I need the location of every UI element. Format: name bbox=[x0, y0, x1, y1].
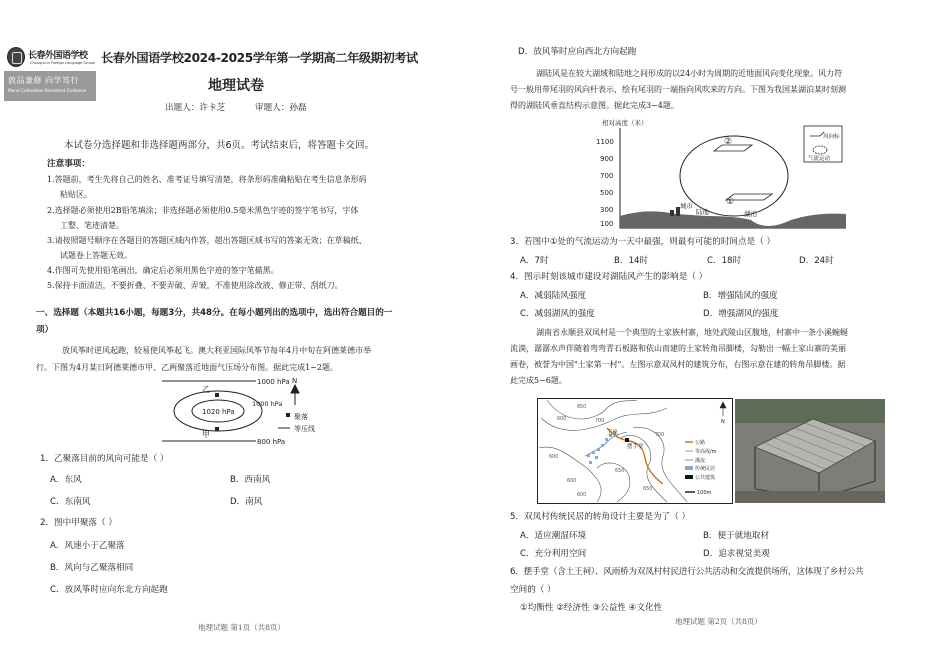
q4-option-c[interactable]: C．减弱湖风的强度 bbox=[520, 309, 595, 319]
passage1-line: 放风筝时逆风起跑，较易使风筝起飞。澳大利亚国际风筝节每年4月中旬在阿德莱德市举 bbox=[62, 346, 372, 355]
label-city: 城市 bbox=[680, 202, 693, 210]
isobar-label-top: 1000 hPa bbox=[257, 378, 290, 386]
village-map bbox=[537, 398, 733, 504]
isobar-label-mid: 1000 hPa bbox=[252, 400, 283, 408]
footer-page-right: 地理试题 第2页（共8页） bbox=[675, 617, 762, 626]
dwelling bbox=[587, 454, 590, 457]
q3-option-d[interactable]: D．24时 bbox=[799, 256, 834, 266]
passage3-line: 流淌，潺潺水声伴随着弯弯青石板路和依山而建的土家转角吊脚楼，勾勒出一幅土家山寨的美丽 bbox=[510, 344, 846, 353]
note-line: 3.请按照题号顺序在各题目的答题区域内作答，超出答题区域书写的答案无效；在草稿纸、 bbox=[47, 236, 367, 245]
legend-public-icon bbox=[685, 475, 693, 479]
north-label: N bbox=[292, 377, 298, 385]
q4-stem: 4．图示时刻该城市建设对湖陆风产生的影响是（ ） bbox=[510, 272, 708, 282]
lake-breeze-figure bbox=[576, 116, 846, 234]
passage3-line: 画卷，被誉为中国"土家第一村"。左图示意双凤村的建筑分布，右图示意在建的转角吊脚楼。据 bbox=[510, 360, 846, 369]
contour-label: 700 bbox=[655, 433, 665, 438]
label-lake: 湖泊 bbox=[744, 210, 757, 218]
note-line: 工整、笔迹清楚。 bbox=[60, 221, 124, 230]
legend-isobar-label: 等压线 bbox=[294, 425, 315, 433]
mark-1: ① bbox=[726, 197, 735, 207]
section1-heading: 一、选择题（本题共16小题，每题3分，共48分。在每小题列出的选项中，选出符合题目的一 bbox=[36, 308, 393, 318]
contour-label: 600 bbox=[549, 455, 559, 460]
y-tick: 900 bbox=[600, 155, 614, 163]
passage1-line: 行。下图为4月某日阿德莱德市甲、乙两聚落近地面气压场分布图。据此完成1~2题。 bbox=[36, 363, 338, 372]
school-seal-icon bbox=[7, 47, 25, 67]
y-tick: 500 bbox=[600, 189, 614, 197]
logo-school-english: Changchun Foreign Language School bbox=[30, 61, 96, 65]
q3-stem: 3．若图中①处的气流运动为一天中最强，则最有可能的时间点是（ ） bbox=[510, 237, 776, 247]
passage3-line: 此完成5~6题。 bbox=[510, 376, 567, 385]
contour-label: 600 bbox=[577, 493, 587, 498]
q5-stem: 5．双凤村传统民居的转角设计主要是为了（ ） bbox=[510, 512, 691, 522]
note-line: 4.作图可先使用铅笔画出，确定后必须用黑色字迹的签字笔描黑。 bbox=[47, 266, 279, 275]
dwelling bbox=[601, 444, 604, 447]
legend-settlement-icon bbox=[286, 413, 290, 417]
legend-wind-label: 风向标 bbox=[823, 134, 840, 140]
settlement-a-label: 甲 bbox=[202, 430, 210, 439]
y-tick: 1100 bbox=[596, 138, 614, 146]
contour-label: 700 bbox=[595, 419, 605, 424]
contour-label: 650 bbox=[643, 487, 653, 492]
map-north-label: N bbox=[721, 419, 725, 425]
logo-motto: 敦品兼修 向学笃行 bbox=[8, 76, 80, 85]
section1-heading-cont: 项） bbox=[36, 325, 54, 335]
logo-school-name: 长春外国语学校 bbox=[28, 51, 88, 61]
city-building-icon bbox=[670, 210, 674, 216]
legend-settlement-label: 聚落 bbox=[294, 413, 308, 421]
label-land: 陆地 bbox=[696, 208, 709, 216]
pressure-field-figure bbox=[160, 373, 350, 447]
q4-option-a[interactable]: A．减弱陆风强度 bbox=[520, 291, 587, 301]
q2-option-d[interactable]: D．放风筝时应向西北方向起跑 bbox=[518, 47, 637, 57]
legend-road: 公路 bbox=[695, 440, 706, 446]
question-setter: 出题人：许卡芝 bbox=[165, 103, 226, 113]
passage2-line: 得的湖陆风垂直结构示意图。据此完成3~4题。 bbox=[510, 101, 679, 110]
stilt-house-photo bbox=[735, 399, 885, 503]
mark-2: ② bbox=[724, 137, 733, 147]
logo-motto-en: Moral Cultivation Persistent Endeavor bbox=[8, 88, 87, 93]
dwelling bbox=[605, 438, 608, 441]
q6-stem: 6．摆手堂（含土王祠）、风雨桥为双凤村村民进行公共活动和交流提供场所，这体现了乡村公共 bbox=[510, 567, 864, 577]
stilt-house-illustration bbox=[735, 399, 885, 503]
exam-title: 长春外国语学校2024-2025学年第一学期高二年级期初考试 bbox=[101, 51, 418, 65]
exam-subject: 地理试卷 bbox=[208, 78, 264, 94]
settlement-b-dot bbox=[215, 393, 219, 397]
label-baishoutang: 摆手堂 bbox=[627, 444, 644, 450]
contour-label: 850 bbox=[577, 405, 587, 410]
note-line: 1.答题前，考生先将自己的姓名、准考证号填写清楚，将条形码准确粘贴在考生信息条形码 bbox=[47, 175, 367, 184]
label-yuhuang: 玉皇 bbox=[607, 430, 619, 436]
q2-stem: 2．图中甲聚落（ ） bbox=[40, 518, 117, 528]
q3-option-a[interactable]: A．7时 bbox=[520, 256, 549, 266]
settlement-a-dot bbox=[215, 427, 219, 431]
dwelling bbox=[592, 451, 595, 454]
q1-option-c[interactable]: C．东南风 bbox=[50, 497, 91, 507]
logo-motto-band bbox=[4, 71, 96, 101]
q4-option-b[interactable]: B．增强陆风的强度 bbox=[703, 291, 778, 301]
y-ticks bbox=[596, 138, 614, 228]
legend-airflow-label: 气流运动 bbox=[808, 156, 831, 162]
q1-option-b[interactable]: B．西南风 bbox=[230, 475, 271, 485]
north-arrow-icon bbox=[291, 385, 299, 405]
legend-dwelling-icon bbox=[685, 466, 693, 470]
dwelling bbox=[589, 461, 592, 464]
exam-intro: 本试卷分选择题和非选择题两部分，共6页。考试结束后，将答题卡交回。 bbox=[64, 140, 375, 151]
legend-public: 公共建筑 bbox=[695, 475, 716, 481]
q5-option-d[interactable]: D．追求视觉美观 bbox=[703, 549, 770, 559]
q2-option-a[interactable]: A．风速小于乙聚落 bbox=[50, 541, 125, 551]
wind-vane-upper bbox=[714, 145, 752, 151]
note-line: 试题卷上答题无效。 bbox=[60, 251, 132, 260]
note-line: 粘贴区。 bbox=[60, 190, 92, 199]
dwelling bbox=[597, 448, 600, 451]
photo-trees bbox=[735, 399, 885, 423]
passage2-line: 号一般用带尾羽的风向杆表示，绘有尾羽的一端指向风吹来的方向。下图为我国某湖泊某时刻测 bbox=[510, 85, 846, 94]
legend-contour: 等高线/m bbox=[695, 449, 717, 455]
note-line: 2.选择题必须使用2B铅笔填涂；非选择题必须使用0.5毫米黑色字迹的签字笔书写，字体 bbox=[47, 206, 359, 215]
q6-items: ①均衡性 ②经济性 ③公益性 ④文化性 bbox=[520, 603, 663, 613]
q4-option-d[interactable]: D．增强湖风的强度 bbox=[703, 309, 779, 319]
public-building bbox=[625, 438, 629, 442]
passage3-line: 湖南省永顺县双凤村是一个典型的土家族村寨，地处武陵山区腹地，村寨中一条小溪蜿蜒 bbox=[536, 328, 848, 337]
y-tick: 300 bbox=[600, 206, 614, 214]
q1-option-d[interactable]: D．南风 bbox=[230, 497, 263, 507]
scale-label: 100m bbox=[697, 490, 712, 496]
passage2-line: 湖陆风是在较大湖域和陆地之间形成的以24小时为周期的近地面风向变化现象。风力符 bbox=[536, 69, 843, 78]
q2-option-b[interactable]: B．风向与乙聚落相同 bbox=[50, 563, 134, 573]
q5-option-c[interactable]: C．充分利用空间 bbox=[520, 549, 587, 559]
isobar-label-bottom: 800 hPa bbox=[257, 438, 286, 446]
contour-label: 650 bbox=[615, 469, 625, 474]
legend-stream: 溪流 bbox=[695, 458, 706, 464]
q2-option-c[interactable]: C．放风筝时应向东北方向起跑 bbox=[50, 585, 168, 595]
dwelling bbox=[595, 456, 598, 459]
q3-option-c[interactable]: C．18时 bbox=[707, 256, 742, 266]
school-logo bbox=[4, 44, 96, 104]
legend-dwelling: 传统民居 bbox=[695, 466, 716, 472]
q6-stem-cont: 空间的（ ） bbox=[510, 585, 556, 595]
settlement-b-label: 乙 bbox=[202, 385, 210, 394]
q1-option-a[interactable]: A．东风 bbox=[50, 475, 82, 485]
ground bbox=[735, 491, 885, 503]
contour-label: 600 bbox=[557, 417, 567, 422]
question-reviewer: 审题人：孙磊 bbox=[255, 103, 307, 113]
footer-page-left: 地理试题 第1页（共8页） bbox=[198, 623, 285, 632]
q5-option-a[interactable]: A．适应潮湿环境 bbox=[520, 531, 587, 541]
note-line: 5.保持卡面清洁，不要折叠、不要弄破、弄皱，不准使用涂改液、修正带、刮纸刀。 bbox=[47, 281, 343, 290]
y-tick: 100 bbox=[600, 220, 614, 228]
notes-heading: 注意事项： bbox=[47, 159, 90, 169]
q5-option-b[interactable]: B．便于就地取材 bbox=[703, 531, 770, 541]
q1-stem: 1．乙聚落目前的风向可能是（ ） bbox=[40, 454, 169, 464]
center-pressure-label: 1020 hPa bbox=[202, 408, 235, 416]
q3-option-b[interactable]: B．14时 bbox=[614, 256, 649, 266]
y-tick: 700 bbox=[600, 172, 614, 180]
y-axis-label: 相对高度（米） bbox=[602, 119, 648, 127]
terrain-profile bbox=[620, 211, 846, 228]
contour-label: 600 bbox=[567, 479, 577, 484]
